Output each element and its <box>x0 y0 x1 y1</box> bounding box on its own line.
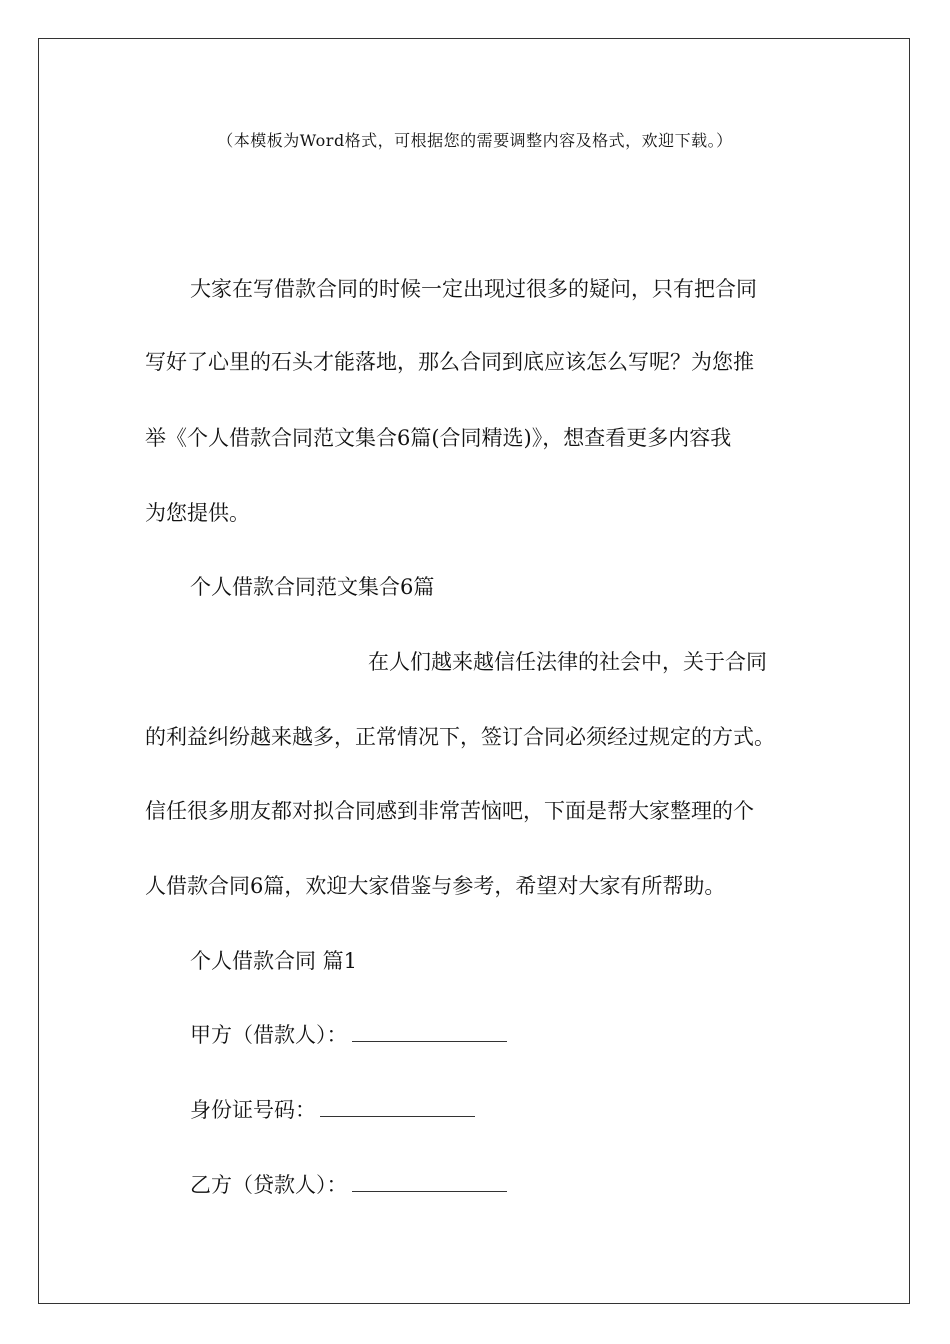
contract-heading: 个人借款合同 篇1 <box>190 949 358 973</box>
party-b-field <box>190 1175 507 1196</box>
template-note: （本模板为Word格式，可根据您的需要调整内容及格式，欢迎下载。） <box>217 131 733 150</box>
preface-line-2: 的利益纠纷越来越多，正常情况下，签订合同必须经过规定的方式。 <box>145 725 775 749</box>
intro-line-2: 写好了心里的石头才能落地，那么合同到底应该怎么写呢？为您推 <box>145 350 754 374</box>
id-number-label: 身份证号码： <box>190 1098 316 1122</box>
party-a-blank <box>352 1027 507 1042</box>
collection-title: 个人借款合同范文集合6篇 <box>190 575 435 599</box>
id-number-field <box>190 1100 475 1121</box>
preface-line-3: 信任很多朋友都对拟合同感到非常苦恼吧，下面是帮大家整理的个 <box>145 799 754 823</box>
party-b-blank <box>352 1177 507 1192</box>
party-a-label: 甲方（借款人）： <box>190 1023 348 1047</box>
id-number-blank <box>320 1102 475 1117</box>
intro-line-1: 大家在写借款合同的时候一定出现过很多的疑问，只有把合同 <box>190 277 757 301</box>
preface-line-4: 人借款合同6篇，欢迎大家借鉴与参考，希望对大家有所帮助。 <box>145 874 726 898</box>
preface-line-1: 在人们越来越信任法律的社会中，关于合同 <box>368 650 767 674</box>
party-b-label: 乙方（贷款人）： <box>190 1173 348 1197</box>
intro-line-4: 为您提供。 <box>145 501 250 525</box>
intro-line-3: 举《个人借款合同范文集合6篇(合同精选)》，想查看更多内容我 <box>145 426 732 450</box>
party-a-field <box>190 1025 507 1046</box>
